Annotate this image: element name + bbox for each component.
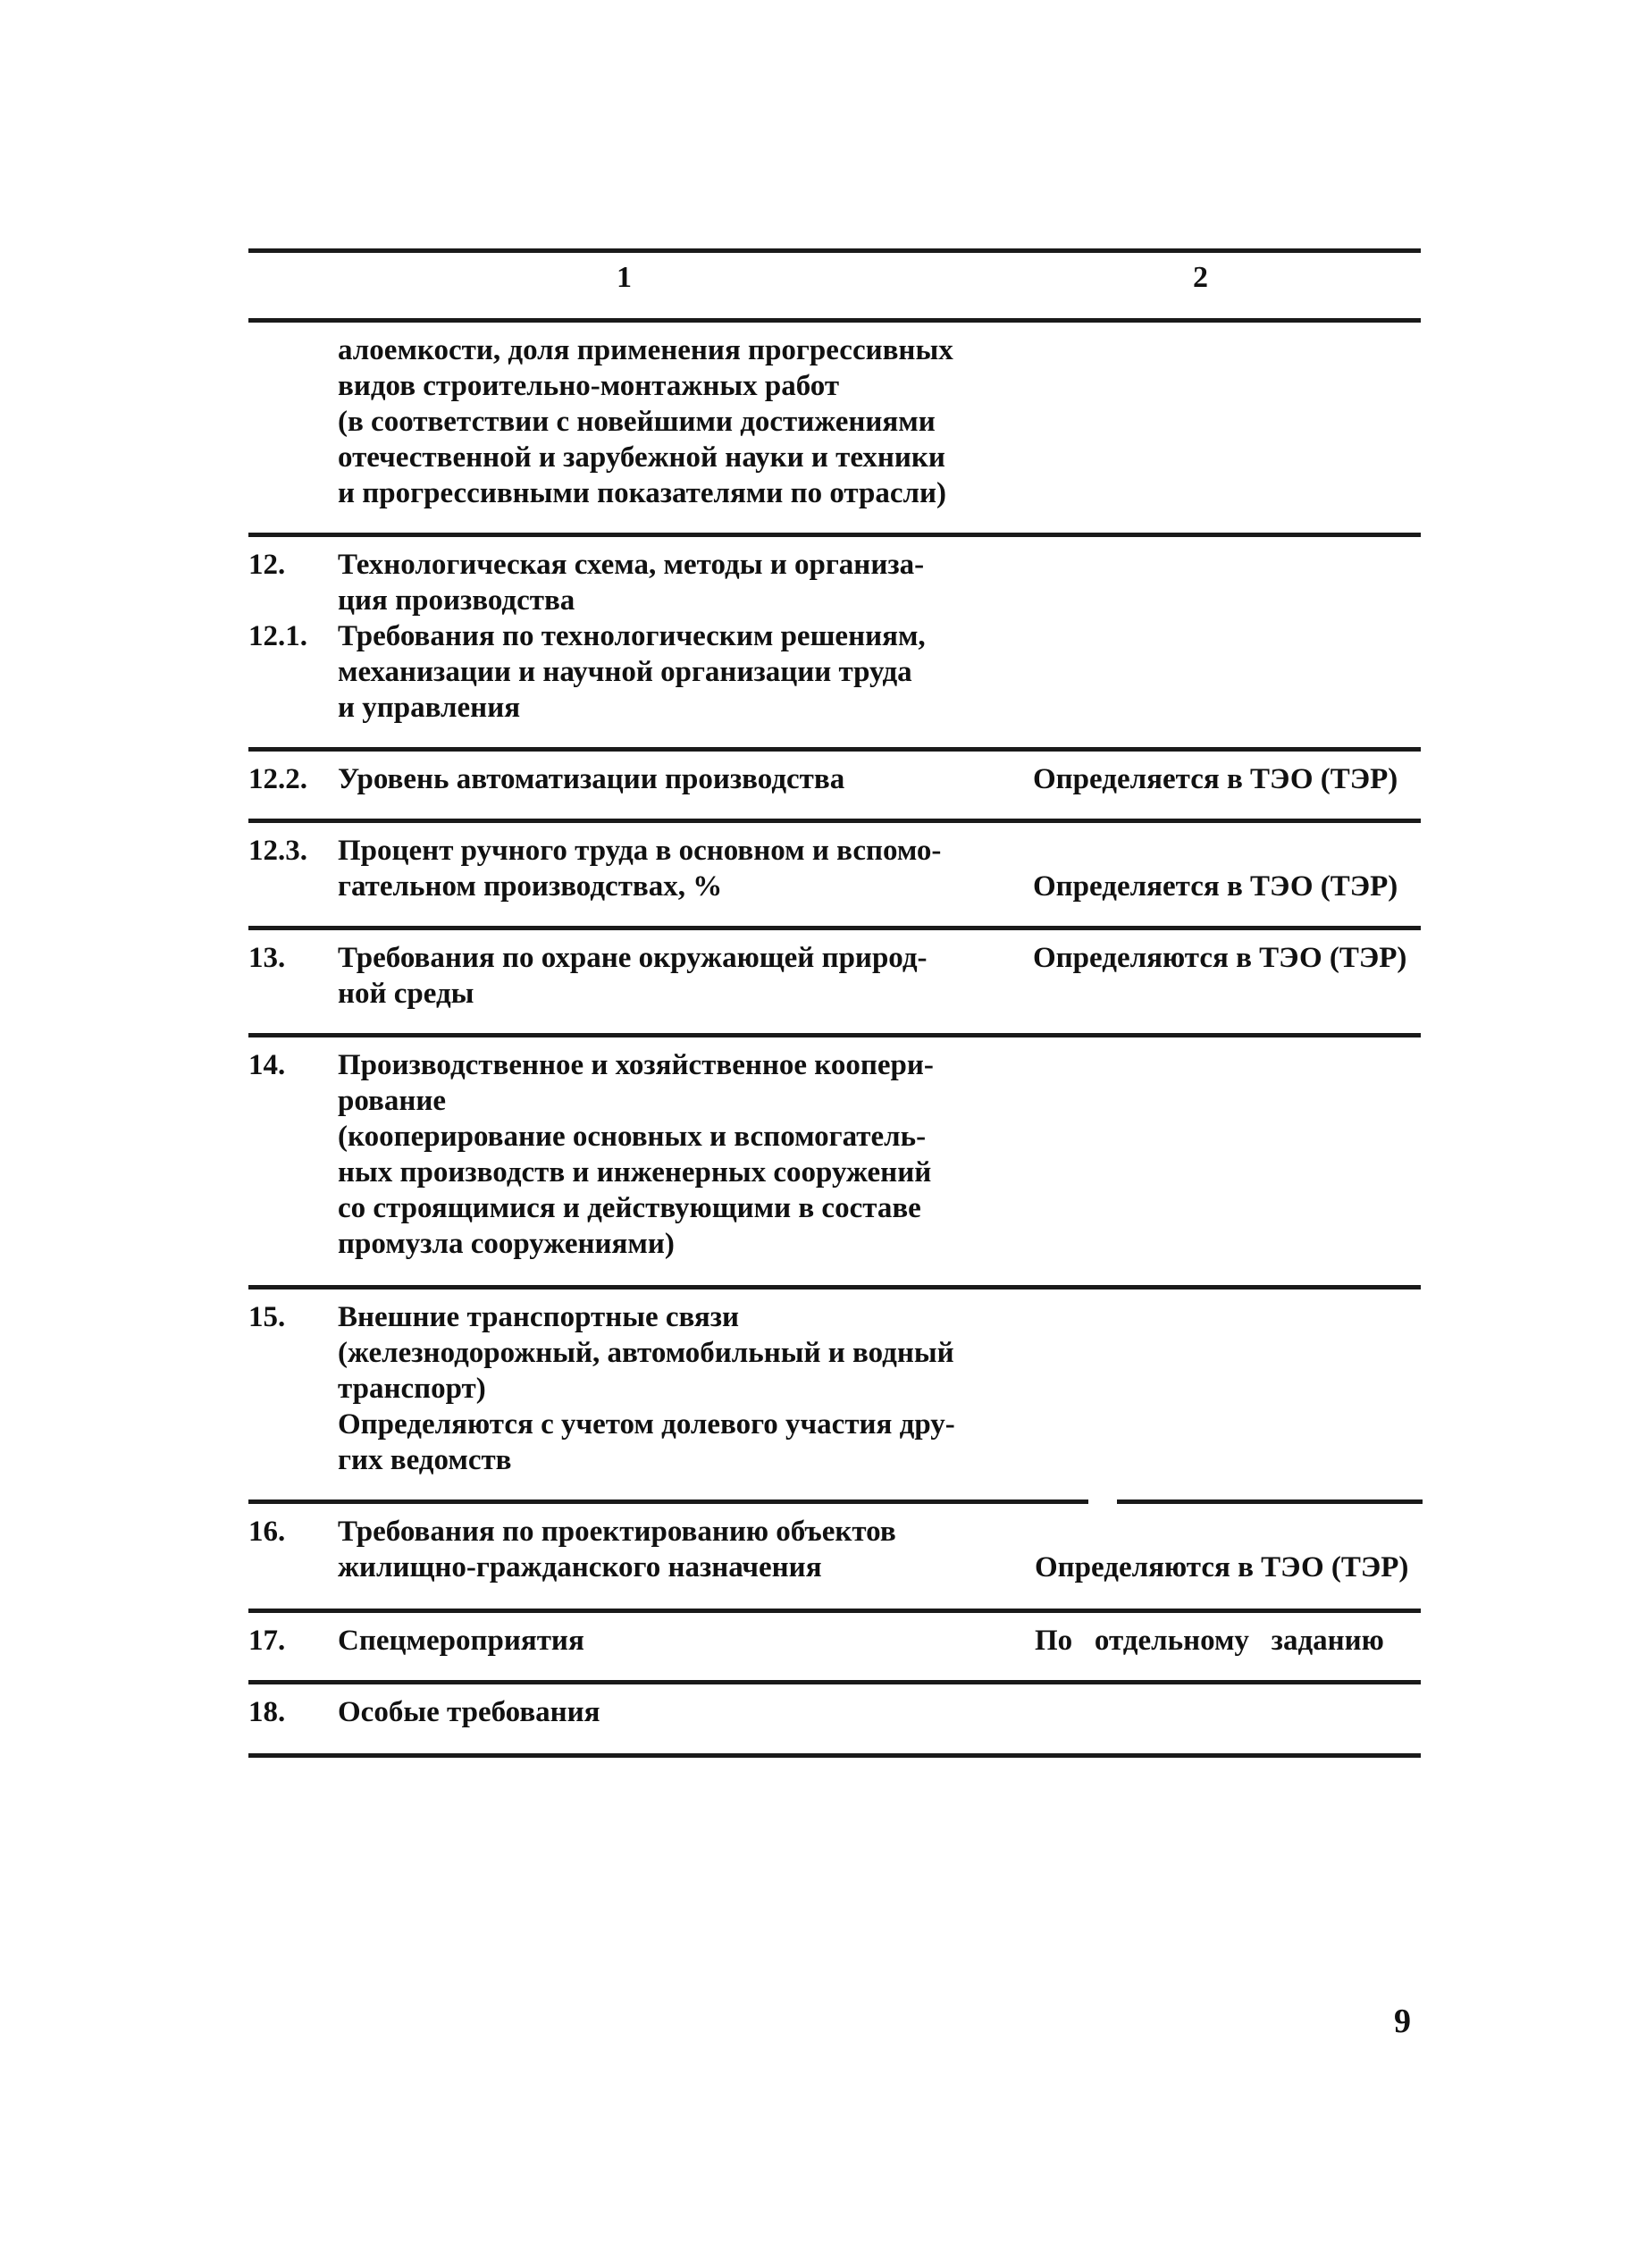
row-text-line: отечественной и зарубежной науки и техники <box>338 441 945 474</box>
row-text-line: Требования по проектированию объектов <box>338 1516 896 1548</box>
row-number: 12.1. <box>248 620 307 652</box>
row-separator <box>248 747 1421 752</box>
row-text-line: (кооперирование основных и вспомогатель- <box>338 1121 927 1153</box>
row-separator <box>248 1609 1421 1613</box>
row-number: 14. <box>248 1049 286 1081</box>
row-text-line: Особые требования <box>338 1696 600 1728</box>
row-text-line: Требования по охране окружающей природ- <box>338 942 928 974</box>
row-separator <box>248 1285 1421 1289</box>
row-text-line: и управления <box>338 692 521 724</box>
row-number: 18. <box>248 1696 286 1728</box>
row-separator <box>248 926 1421 930</box>
row-text-line: гих ведомств <box>338 1444 512 1476</box>
row-text-line: транспорт) <box>338 1373 486 1405</box>
row-text-line: и прогрессивными показателями по отрасли) <box>338 477 947 509</box>
row-value: Определяются в ТЭО (ТЭР) <box>1035 1551 1409 1583</box>
row-separator <box>248 1499 1088 1504</box>
row-number: 16. <box>248 1516 286 1548</box>
row-number: 12.2. <box>248 763 307 795</box>
row-number: 12. <box>248 549 286 581</box>
row-text-line: Спецмероприятия <box>338 1625 584 1657</box>
row-text-line: Определяются с учетом долевого участия дру- <box>338 1408 955 1441</box>
row-text-line: рование <box>338 1085 447 1117</box>
row-value: Определяется в ТЭО (ТЭР) <box>1033 870 1398 903</box>
row-text-line: ной среды <box>338 978 474 1010</box>
row-value: По отдельному заданию <box>1035 1625 1384 1657</box>
row-text-line: гательном производствах, % <box>338 870 723 903</box>
row-text-line: Технологическая схема, методы и организа- <box>338 549 925 581</box>
row-text-line: Уровень автоматизации производства <box>338 763 845 795</box>
header-bottom-rule <box>248 318 1421 323</box>
row-text-line: Процент ручного труда в основном и вспомо- <box>338 835 942 867</box>
row-text-line: ных производств и инженерных сооружений <box>338 1156 932 1189</box>
row-text-line: механизации и научной организации труда <box>338 656 912 688</box>
row-text-line: Производственное и хозяйственное коопери- <box>338 1049 934 1081</box>
row-number: 17. <box>248 1625 286 1657</box>
column-header-2: 2 <box>1193 261 1208 294</box>
row-separator <box>248 819 1421 823</box>
page-number: 9 <box>1394 2003 1411 2040</box>
row-text-line: со строящимися и действующими в составе <box>338 1192 921 1224</box>
row-number: 12.3. <box>248 835 307 867</box>
row-separator <box>1117 1499 1423 1504</box>
row-number: 15. <box>248 1301 286 1333</box>
row-text-line: Внешние транспортные связи <box>338 1301 740 1333</box>
column-header-1: 1 <box>617 261 632 294</box>
table-bottom-rule <box>248 1753 1421 1758</box>
row-number: 13. <box>248 942 286 974</box>
row-text-line: жилищно-гражданского назначения <box>338 1551 822 1583</box>
table-top-rule <box>248 248 1421 253</box>
row-text-line: видов строительно-монтажных работ <box>338 370 840 402</box>
row-text-line: ция производства <box>338 584 575 617</box>
row-value: Определяется в ТЭО (ТЭР) <box>1033 763 1398 795</box>
row-text-line: алоемкости, доля применения прогрессивных <box>338 334 953 366</box>
row-text-line: (железнодорожный, автомобильный и водный <box>338 1337 954 1369</box>
row-value: Определяются в ТЭО (ТЭР) <box>1033 942 1407 974</box>
row-text-line: промузла сооружениями) <box>338 1228 675 1260</box>
row-separator <box>248 533 1421 537</box>
row-separator <box>248 1680 1421 1684</box>
row-separator <box>248 1033 1421 1037</box>
row-text-line: Требования по технологическим решениям, <box>338 620 926 652</box>
row-text-line: (в соответствии с новейшими достижениями <box>338 406 936 438</box>
